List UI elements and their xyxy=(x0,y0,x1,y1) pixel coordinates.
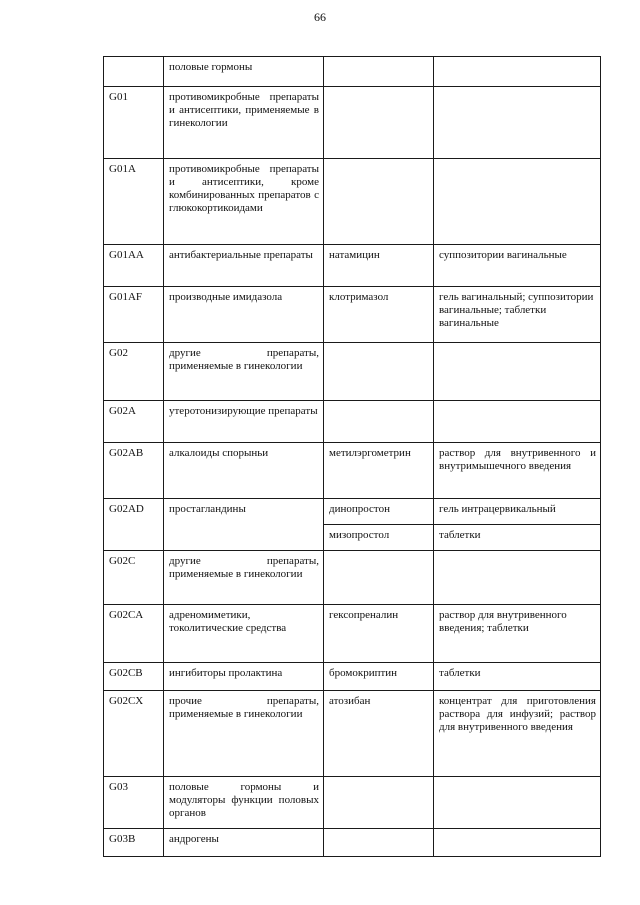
table-row xyxy=(104,245,601,287)
atc-code-cell: G02CB xyxy=(104,663,164,691)
atc-code-cell: G02 xyxy=(104,343,164,401)
group-name-cell: ингибиторы пролактина xyxy=(164,663,324,691)
table-row xyxy=(104,499,601,525)
atc-code-cell: G01AF xyxy=(104,287,164,343)
atc-code-cell: G02C xyxy=(104,551,164,605)
atc-code-cell: G03 xyxy=(104,777,164,829)
table-row xyxy=(104,443,601,499)
table-row xyxy=(104,159,601,245)
atc-code-cell: G01AA xyxy=(104,245,164,287)
atc-code-cell: G03B xyxy=(104,829,164,857)
group-name-cell: простагландины xyxy=(164,499,324,551)
dosage-form-cell xyxy=(434,551,601,605)
inn-cell xyxy=(324,777,434,829)
drug-classification-table xyxy=(103,56,601,857)
table-row xyxy=(104,401,601,443)
inn-cell: клотримазол xyxy=(324,287,434,343)
dosage-form-cell xyxy=(434,57,601,87)
group-name-cell: другие препараты, применяемые в гинекологии xyxy=(164,551,324,605)
table-row xyxy=(104,87,601,159)
atc-code-cell: G02A xyxy=(104,401,164,443)
group-name-cell: утеротонизирующие препараты xyxy=(164,401,324,443)
inn-cell: динопростон xyxy=(324,499,434,525)
table-row xyxy=(104,287,601,343)
inn-cell xyxy=(324,401,434,443)
inn-cell: гексопреналин xyxy=(324,605,434,663)
group-name-cell: производные имидазола xyxy=(164,287,324,343)
table-row xyxy=(104,777,601,829)
page-number: 66 xyxy=(314,10,326,24)
dosage-form-cell: раствор для внутривенного введения; таблетки xyxy=(434,605,601,663)
inn-cell xyxy=(324,551,434,605)
inn-cell xyxy=(324,343,434,401)
group-name-cell: антибактериальные препараты xyxy=(164,245,324,287)
atc-code-cell: G02AB xyxy=(104,443,164,499)
dosage-form-cell: гель интрацервикальный xyxy=(434,499,601,525)
group-name-cell: андрогены xyxy=(164,829,324,857)
group-name-cell: другие препараты, применяемые в гинекологии xyxy=(164,343,324,401)
table-row xyxy=(104,691,601,777)
dosage-form-cell: таблетки xyxy=(434,663,601,691)
group-name-cell: половые гормоны xyxy=(164,57,324,87)
inn-cell: мизопростол xyxy=(324,525,434,551)
inn-cell: натамицин xyxy=(324,245,434,287)
dosage-form-cell xyxy=(434,87,601,159)
group-name-cell: адреномиметики, токолитические средства xyxy=(164,605,324,663)
atc-code-cell: G02AD xyxy=(104,499,164,551)
atc-code-cell xyxy=(104,57,164,87)
atc-code-cell: G02CX xyxy=(104,691,164,777)
dosage-form-cell: концентрат для приготовления раствора для инфузий; раствор для внутривенного введения xyxy=(434,691,601,777)
table-row xyxy=(104,829,601,857)
dosage-form-cell: таблетки xyxy=(434,525,601,551)
inn-cell xyxy=(324,57,434,87)
inn-cell: бромокриптин xyxy=(324,663,434,691)
group-name-cell: алкалоиды спорыньи xyxy=(164,443,324,499)
inn-cell: атозибан xyxy=(324,691,434,777)
dosage-form-cell: гель вагинальный; суппозитории вагинальные; таблетки вагинальные xyxy=(434,287,601,343)
dosage-form-cell xyxy=(434,401,601,443)
atc-code-cell: G01 xyxy=(104,87,164,159)
dosage-form-cell xyxy=(434,159,601,245)
table-row xyxy=(104,343,601,401)
group-name-cell: половые гормоны и модуляторы функции половых органов xyxy=(164,777,324,829)
group-name-cell: противомикробные препараты и антисептики, кроме комбинированных препаратов с глюкокортикоидами xyxy=(164,159,324,245)
group-name-cell: противомикробные препараты и антисептики, применяемые в гинекологии xyxy=(164,87,324,159)
inn-cell xyxy=(324,87,434,159)
table-row xyxy=(104,605,601,663)
table-row xyxy=(104,663,601,691)
dosage-form-cell xyxy=(434,343,601,401)
inn-cell xyxy=(324,829,434,857)
table-row xyxy=(104,57,601,87)
inn-cell: метилэргометрин xyxy=(324,443,434,499)
dosage-form-cell xyxy=(434,777,601,829)
group-name-cell: прочие препараты, применяемые в гинекологии xyxy=(164,691,324,777)
atc-code-cell: G02CA xyxy=(104,605,164,663)
inn-cell xyxy=(324,159,434,245)
dosage-form-cell: раствор для внутривенного и внутримышечного введения xyxy=(434,443,601,499)
atc-code-cell: G01A xyxy=(104,159,164,245)
table-row xyxy=(104,551,601,605)
dosage-form-cell: суппозитории вагинальные xyxy=(434,245,601,287)
dosage-form-cell xyxy=(434,829,601,857)
